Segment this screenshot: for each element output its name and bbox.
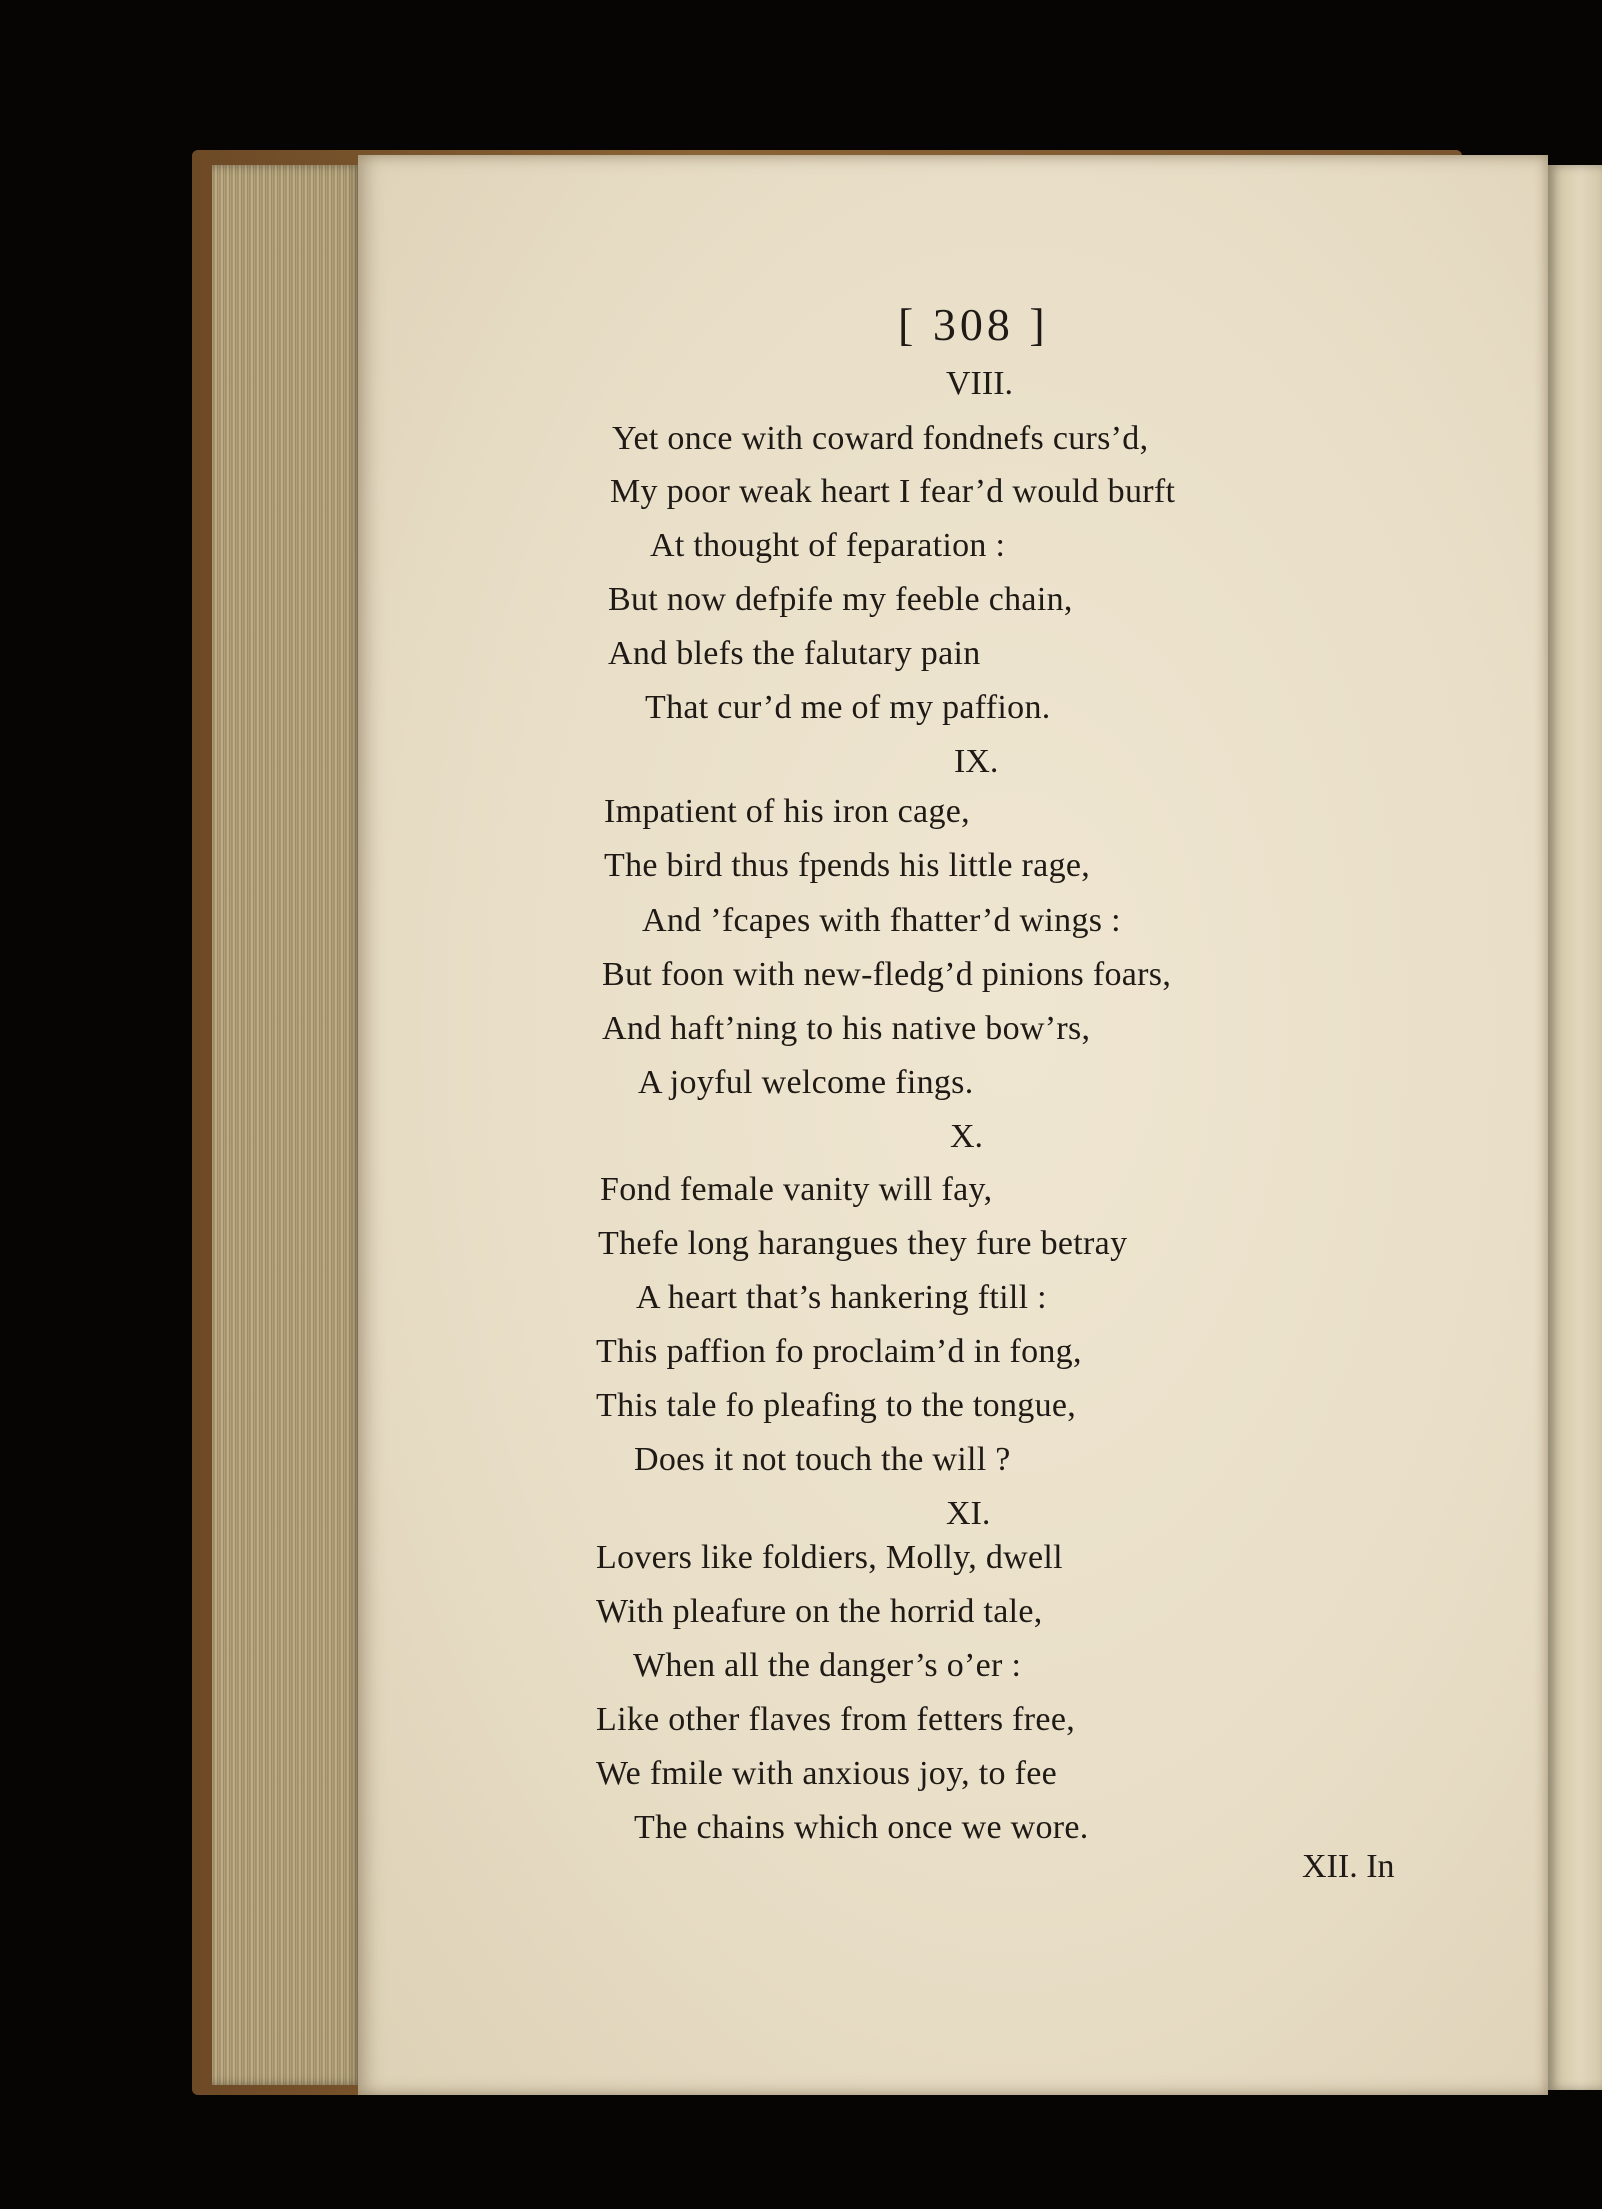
poem-line: Does it not touch the will ? <box>634 1441 1011 1478</box>
catchword: XII. In <box>1302 1848 1395 1885</box>
poem-line: Yet once with coward fondnefs curs’d, <box>612 420 1149 457</box>
poem-line: Fond female vanity will fay, <box>600 1171 993 1208</box>
poem-line: But foon with new-fledg’d pinions foars, <box>602 956 1172 993</box>
poem-line: We fmile with anxious joy, to fee <box>596 1755 1058 1792</box>
facing-page-edge <box>1548 165 1602 2090</box>
poem-line: And haft’ning to his native bow’rs, <box>602 1010 1091 1047</box>
poem-line: This paffion fo proclaim’d in fong, <box>596 1333 1082 1370</box>
poem-line: And ’fcapes with fhatter’d wings : <box>642 902 1121 939</box>
poem-line: My poor weak heart I fear’d would burft <box>610 473 1176 510</box>
poem-line: Like other flaves from fetters free, <box>596 1701 1076 1738</box>
poem-line: A heart that’s hankering ftill : <box>636 1279 1047 1316</box>
poem-line: Lovers like foldiers, Molly, dwell <box>596 1539 1063 1576</box>
poem-line: And blefs the falutary pain <box>608 635 981 672</box>
poem-line: This tale fo pleafing to the tongue, <box>596 1387 1077 1424</box>
poem-line: The chains which once we wore. <box>634 1809 1089 1846</box>
poem-line: Impatient of his iron cage, <box>604 793 970 830</box>
stanza-number: VIII. <box>946 365 1014 402</box>
page-number: [ 308 ] <box>898 299 1049 350</box>
poem-line: That cur’d me of my paffion. <box>645 689 1051 726</box>
poem-line: At thought of feparation : <box>650 527 1006 564</box>
stanza-number: IX. <box>954 743 999 780</box>
stanza-number: X. <box>950 1118 984 1155</box>
poem-line: When all the danger’s o’er : <box>633 1647 1022 1684</box>
poem-line: Thefe long harangues they fure betray <box>598 1225 1128 1262</box>
poem-line: The bird thus fpends his little rage, <box>604 847 1091 884</box>
stanza-number: XI. <box>946 1495 991 1532</box>
page-edges <box>212 165 362 2085</box>
poem-line: But now defpife my feeble chain, <box>608 581 1073 618</box>
poem-line: A joyful welcome fings. <box>638 1064 974 1101</box>
poem-line: With pleafure on the horrid tale, <box>596 1593 1043 1630</box>
